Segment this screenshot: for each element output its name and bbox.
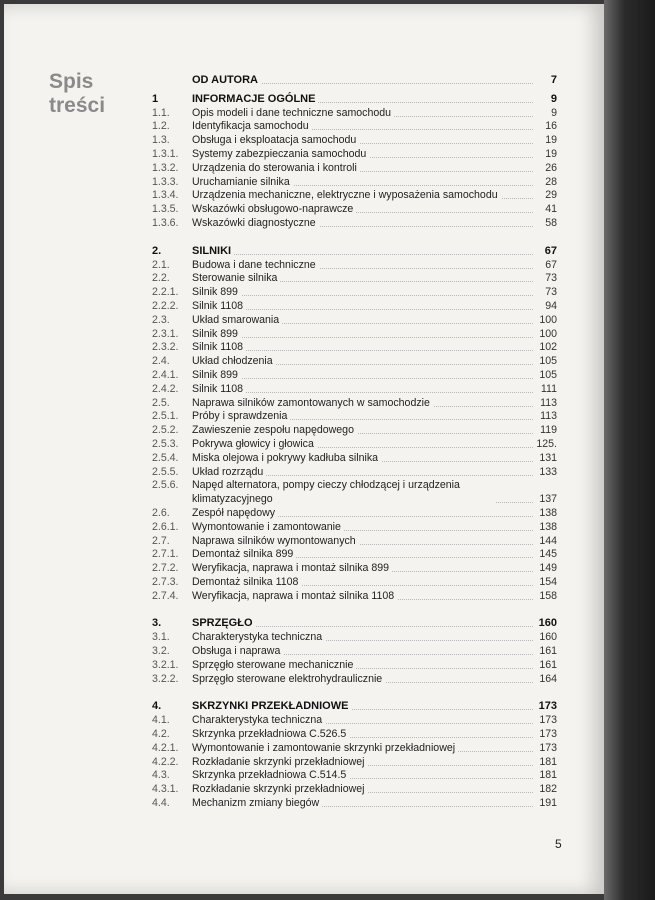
toc-entry-number: 4.3.: [152, 769, 170, 782]
toc-entry-row: [152, 742, 557, 756]
toc-entry-number: 1.2.: [152, 120, 170, 133]
toc-entry-title: OD AUTORA: [192, 74, 261, 88]
toc-spacer: [152, 693, 557, 700]
toc-entry-title: Charakterystyka techniczna: [192, 631, 325, 645]
toc-entry-page: 29: [542, 189, 557, 203]
toc-entry-number: 2.3.1.: [152, 327, 179, 340]
toc-entry-title: Wskazówki diagnostyczne: [192, 217, 319, 231]
toc-entry-title: Silnik 1108: [192, 300, 246, 314]
toc-entry-title: Systemy zabezpieczania samochodu: [192, 148, 369, 162]
toc-entry-title: Urządzenia mechaniczne, elektryczne i wyposażenia samochodu: [192, 189, 501, 203]
toc-entry-row: [152, 369, 557, 383]
toc-entry-row: [152, 328, 557, 342]
toc-entry-title: Obsługa i naprawa: [192, 645, 283, 659]
toc-entry-title: Układ smarowania: [192, 314, 282, 328]
toc-entry-title: Układ rozrządu: [192, 466, 266, 480]
toc-entry-page: 100: [536, 314, 557, 328]
toc-entry-number: 4.: [152, 700, 162, 713]
toc-entry-title: Skrzynka przekładniowa C.526.5: [192, 728, 349, 742]
toc-entry-page: 173: [536, 728, 557, 742]
toc-entry-title: SKRZYNKI PRZEKŁADNIOWE: [192, 700, 351, 714]
toc-entry-page: 58: [542, 217, 557, 231]
toc-chapter-row: [152, 617, 557, 631]
toc-entry-row: [152, 438, 557, 452]
toc-chapter-row: [152, 74, 557, 88]
toc-heading-line1: Spis: [49, 70, 94, 93]
toc-entry-row: [152, 410, 557, 424]
toc-entry-title: Wymontowanie i zamontowanie: [192, 521, 344, 535]
toc-entry-page: 41: [542, 203, 557, 217]
toc-entry-page: 73: [542, 286, 557, 300]
toc-entry-number: 2.5.4.: [152, 451, 179, 464]
toc-entry-number: 1.3.1.: [152, 147, 179, 160]
toc-entry-number: 4.3.1.: [152, 783, 179, 796]
toc-entry-row: [152, 397, 557, 411]
toc-entry-title: Sprzęgło sterowane mechanicznie: [192, 659, 356, 673]
toc-entry-row: [152, 383, 557, 397]
toc-entry-number: 1.3.6.: [152, 216, 179, 229]
toc-entry-title: Opis modeli i dane techniczne samochodu: [192, 107, 394, 121]
toc-entry-title: Naprawa silników zamontowanych w samochodzie: [192, 397, 433, 411]
toc-entry-title: Uruchamianie silnika: [192, 176, 293, 190]
toc-entry-title: Skrzynka przekładniowa C.514.5: [192, 769, 349, 783]
toc-entry-number: 1.3.5.: [152, 203, 179, 216]
toc-entry-number: 1.3.4.: [152, 189, 179, 202]
toc-entry-row: [152, 659, 557, 673]
toc-entry-page: 113: [537, 410, 557, 424]
toc-entry-number: 2.7.: [152, 534, 170, 547]
toc-entry-number: 2.7.2.: [152, 562, 179, 575]
page-number: 5: [555, 837, 562, 851]
toc-entry-title: Weryfikacja, naprawa i montaż silnika 1108: [192, 590, 397, 604]
table-of-contents: [152, 74, 557, 811]
toc-entry-page: 149: [536, 562, 557, 576]
toc-entry-page: 144: [536, 535, 557, 549]
toc-entry-title: Identyfikacja samochodu: [192, 120, 312, 134]
toc-entry-title: INFORMACJE OGÓLNE: [192, 93, 318, 107]
toc-entry-page: 173: [536, 742, 557, 756]
toc-entry-row: [152, 535, 557, 549]
toc-entry-title: SILNIKI: [192, 245, 234, 259]
toc-chapter-row: [152, 245, 557, 259]
toc-entry-page: 161: [536, 645, 557, 659]
book-spine-shadow: [604, 0, 655, 900]
toc-entry-row: [152, 797, 557, 811]
toc-entry-row: [152, 714, 557, 728]
toc-entry-row: [152, 479, 557, 507]
toc-entry-page: 16: [542, 120, 557, 134]
toc-entry-title: Rozkładanie skrzynki przekładniowej: [192, 783, 368, 797]
toc-entry-page: 7: [548, 74, 557, 88]
toc-entry-title: Silnik 1108: [192, 383, 246, 397]
toc-entry-number: 2.6.1.: [152, 520, 179, 533]
toc-entry-number: 2.2.1.: [152, 286, 179, 299]
toc-entry-row: [152, 286, 557, 300]
toc-entry-title: Naprawa silników wymontowanych: [192, 535, 359, 549]
toc-entry-number: 2.7.3.: [152, 575, 179, 588]
toc-entry-title: SPRZĘGŁO: [192, 617, 256, 631]
toc-entry-title: Zawieszenie zespołu napędowego: [192, 424, 357, 438]
toc-entry-row: [152, 148, 557, 162]
toc-entry-row: [152, 728, 557, 742]
toc-entry-page: 145: [536, 548, 557, 562]
toc-entry-number: 2.1.: [152, 258, 170, 271]
toc-entry-number: 2.7.4.: [152, 589, 179, 602]
toc-entry-page: 67: [542, 259, 557, 273]
toc-entry-page: 158: [536, 590, 557, 604]
toc-entry-row: [152, 673, 557, 687]
toc-entry-number: 2.3.: [152, 313, 170, 326]
toc-entry-row: [152, 645, 557, 659]
toc-entry-title: Weryfikacja, naprawa i montaż silnika 899: [192, 562, 392, 576]
toc-entry-title: Obsługa i eksploatacja samochodu: [192, 134, 359, 148]
toc-entry-title: Miska olejowa i pokrywy kadłuba silnika: [192, 452, 381, 466]
toc-entry-page: 100: [536, 328, 557, 342]
toc-entry-title: Urządzenia do sterowania i kontroli: [192, 162, 360, 176]
toc-entry-row: [152, 576, 557, 590]
toc-entry-title: Budowa i dane techniczne: [192, 259, 319, 273]
toc-heading-line2: treści: [49, 94, 106, 117]
toc-dot-leader: [192, 378, 533, 379]
toc-entry-title: Silnik 899: [192, 369, 241, 383]
toc-entry-page: 113: [537, 397, 557, 411]
toc-entry-page: 9: [548, 107, 557, 121]
toc-entry-row: [152, 259, 557, 273]
toc-entry-number: 2.: [152, 244, 162, 257]
toc-entry-row: [152, 107, 557, 121]
toc-entry-title: Demontaż silnika 899: [192, 548, 296, 562]
toc-entry-number: 2.5.6.: [152, 479, 179, 492]
toc-entry-page: 94: [542, 300, 557, 314]
toc-entry-number: 2.4.1.: [152, 368, 179, 381]
toc-spacer: [152, 231, 557, 238]
toc-entry-title: Demontaż silnika 1108: [192, 576, 301, 590]
toc-entry-number: 3.: [152, 617, 162, 630]
toc-entry-page: 161: [536, 659, 557, 673]
toc-entry-page: 133: [536, 466, 557, 480]
toc-entry-page: 154: [536, 576, 557, 590]
toc-entry-page: 9: [548, 93, 557, 107]
toc-entry-number: 4.2.: [152, 728, 170, 741]
toc-entry-row: [152, 176, 557, 190]
toc-entry-page: 119: [537, 424, 557, 438]
toc-dot-leader: [192, 337, 533, 338]
toc-entry-title: Sprzęgło sterowane elektrohydraulicznie: [192, 673, 385, 687]
toc-entry-number: 3.1.: [152, 631, 170, 644]
toc-entry-title: Mechanizm zmiany biegów: [192, 797, 322, 811]
toc-entry-number: 4.2.1.: [152, 741, 179, 754]
toc-entry-row: [152, 424, 557, 438]
toc-entry-page: 173: [536, 700, 557, 714]
toc-entry-page: 28: [542, 176, 557, 190]
toc-entry-row: [152, 521, 557, 535]
toc-entry-number: 4.2.2.: [152, 755, 179, 768]
toc-entry-row: [152, 562, 557, 576]
toc-entry-title: Pokrywa głowicy i głowica: [192, 438, 317, 452]
toc-entry-page: 164: [536, 673, 557, 687]
toc-heading: [49, 70, 105, 118]
toc-entry-title: Sterowanie silnika: [192, 272, 280, 286]
toc-entry-page: 182: [536, 783, 557, 797]
toc-entry-row: [152, 314, 557, 328]
toc-entry-page: 111: [538, 383, 557, 397]
toc-entry-number: 1.3.: [152, 134, 170, 147]
toc-spacer: [152, 686, 557, 693]
toc-entry-page: 160: [536, 631, 557, 645]
toc-entry-number: 2.5.2.: [152, 424, 179, 437]
toc-entry-title: Układ chłodzenia: [192, 355, 276, 369]
toc-entry-number: 3.2.1.: [152, 658, 179, 671]
toc-entry-page: 105: [536, 369, 557, 383]
toc-entry-row: [152, 452, 557, 466]
toc-entry-page: 19: [542, 148, 557, 162]
toc-entry-title: Zespół napędowy: [192, 507, 278, 521]
toc-entry-number: 2.5.3.: [152, 437, 179, 450]
toc-entry-number: 2.6.: [152, 506, 170, 519]
toc-entry-number: 2.5.1.: [152, 410, 179, 423]
book-page: [4, 4, 604, 894]
toc-chapter-row: [152, 93, 557, 107]
toc-entry-number: 2.2.2.: [152, 299, 179, 312]
toc-entry-row: [152, 355, 557, 369]
toc-entry-number: 1: [152, 92, 159, 105]
toc-entry-page: 26: [542, 162, 557, 176]
toc-dot-leader: [192, 295, 533, 296]
toc-entry-page: 105: [536, 355, 557, 369]
toc-chapter-row: [152, 700, 557, 714]
toc-spacer: [152, 610, 557, 617]
toc-entry-row: [152, 590, 557, 604]
toc-entry-row: [152, 300, 557, 314]
toc-entry-number: 2.2.: [152, 272, 170, 285]
toc-entry-page: 67: [542, 245, 557, 259]
toc-entry-page: 173: [536, 714, 557, 728]
toc-entry-title: Rozkładanie skrzynki przekładniowej: [192, 756, 368, 770]
toc-entry-row: [152, 548, 557, 562]
toc-entry-number: 3.2.: [152, 645, 170, 658]
toc-entry-number: 2.5.5.: [152, 465, 179, 478]
toc-entry-row: [152, 507, 557, 521]
toc-entry-row: [152, 631, 557, 645]
toc-entry-number: 2.4.2.: [152, 382, 179, 395]
toc-entry-row: [152, 341, 557, 355]
toc-entry-title: Próby i sprawdzenia: [192, 410, 290, 424]
toc-entry-number: 1.1.: [152, 106, 170, 119]
toc-entry-row: [152, 272, 557, 286]
toc-entry-row: [152, 189, 557, 203]
toc-entry-number: 4.4.: [152, 797, 170, 810]
toc-entry-page: 137: [536, 493, 557, 507]
toc-entry-row: [152, 203, 557, 217]
toc-entry-title: Charakterystyka techniczna: [192, 714, 325, 728]
toc-entry-page: 125.: [533, 438, 557, 452]
toc-entry-row: [152, 756, 557, 770]
toc-spacer: [152, 238, 557, 245]
toc-spacer: [152, 603, 557, 610]
toc-entry-page: 131: [536, 452, 557, 466]
toc-entry-row: [152, 217, 557, 231]
toc-entry-title: Napęd alternatora, pompy cieczy chłodzącej i urządzenia klimatyzacyjnego: [192, 479, 495, 507]
toc-entry-number: 2.7.1.: [152, 548, 179, 561]
toc-dot-leader: [192, 254, 533, 255]
toc-entry-title: Wymontowanie i zamontowanie skrzynki przekładniowej: [192, 742, 458, 756]
toc-entry-page: 138: [536, 507, 557, 521]
toc-entry-number: 3.2.2.: [152, 672, 179, 685]
toc-entry-row: [152, 783, 557, 797]
toc-entry-title: Silnik 899: [192, 328, 241, 342]
toc-entry-page: 181: [536, 769, 557, 783]
toc-entry-page: 138: [536, 521, 557, 535]
toc-entry-number: 2.5.: [152, 396, 170, 409]
toc-entry-page: 102: [536, 341, 557, 355]
toc-entry-number: 1.3.2.: [152, 161, 179, 174]
toc-entry-page: 160: [536, 617, 557, 631]
toc-entry-title: Silnik 899: [192, 286, 241, 300]
toc-entry-number: 2.4.: [152, 355, 170, 368]
toc-entry-title: Wskazówki obsługowo-naprawcze: [192, 203, 356, 217]
toc-entry-page: 19: [542, 134, 557, 148]
toc-entry-page: 191: [536, 797, 557, 811]
toc-entry-row: [152, 120, 557, 134]
toc-entry-page: 181: [536, 756, 557, 770]
toc-entry-title: Silnik 1108: [192, 341, 246, 355]
toc-entry-number: 2.3.2.: [152, 341, 179, 354]
toc-entry-row: [152, 769, 557, 783]
toc-entry-page: 73: [542, 272, 557, 286]
toc-entry-number: 4.1.: [152, 714, 170, 727]
toc-entry-row: [152, 162, 557, 176]
toc-entry-number: 1.3.3.: [152, 175, 179, 188]
toc-entry-row: [152, 466, 557, 480]
toc-entry-row: [152, 134, 557, 148]
